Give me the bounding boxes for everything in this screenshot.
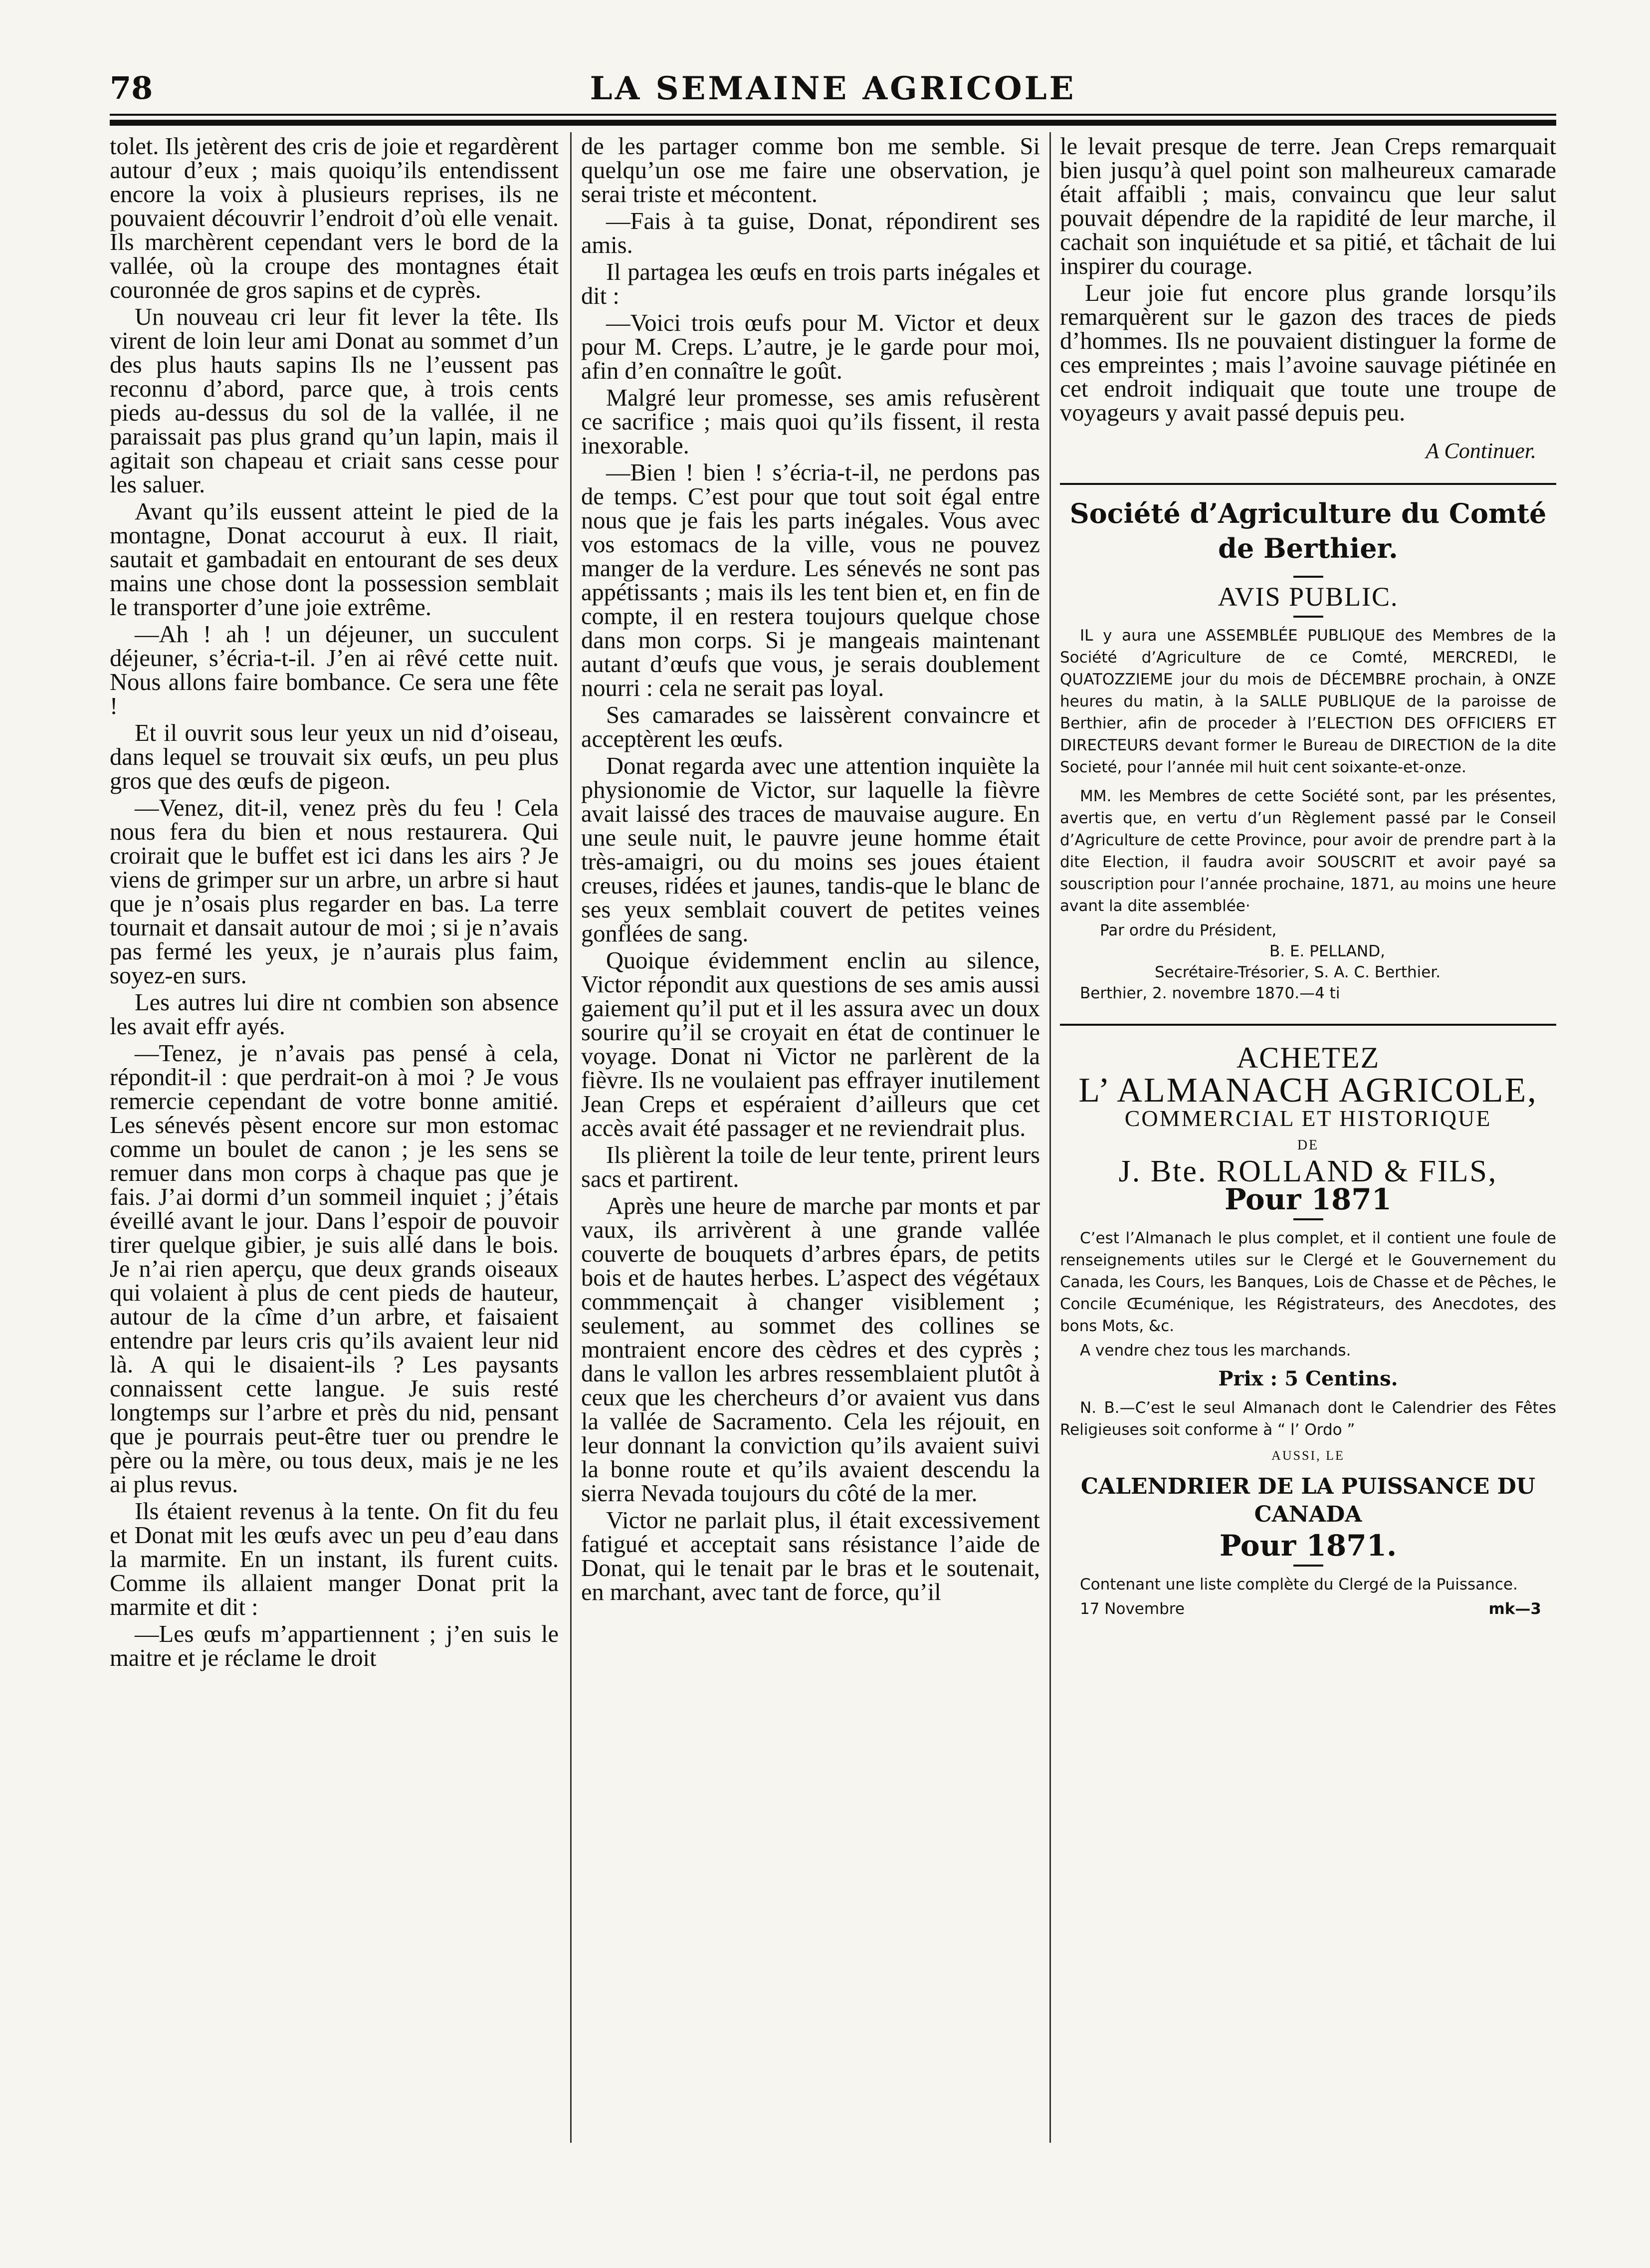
advert-footer-date: 17 Novembre bbox=[1080, 1600, 1185, 1618]
paragraph: tolet. Ils jetèrent des cris de joie et regardèrent autour d’eux ; mais quoiqu’ils entendissent encore la voix à plusieurs reprises, ils ne pouvaient découvrir l’endroit d’où elle venait. Ils marchèrent cependant vers le bord de la vallée, où la croupe des montagnes était couronnée de gros sapins et de cyprès. bbox=[110, 133, 559, 303]
advert-footer bbox=[1060, 1598, 1556, 1620]
paragraph: Un nouveau cri leur fit lever la tête. Ils virent de loin leur ami Donat au sommet d’un des plus hauts sapins Ils ne l’eussent pas reconnu d’abord, parce que, à trois cents pieds au-dessus du sol de la vallée, il ne paraissait pas plus grand qu’un lapin, mais il agitait son chapeau et criait sans cesse pour les saluer. bbox=[110, 304, 559, 498]
society-title: Société d’Agriculture du Comté de Berthier. bbox=[1069, 497, 1547, 564]
paragraph: Ses camarades se laissèrent convaincre et acceptèrent les œufs. bbox=[581, 702, 1040, 752]
notice-heading: AVIS PUBLIC. bbox=[1218, 582, 1399, 612]
paragraph: Victor ne parlait plus, il était excessivement fatigué et acceptait sans résistance l’aide de Donat, qui le tenait par le bras et le soutenait, en marchant, avec tant de force, qu’il bbox=[581, 1507, 1040, 1605]
page-header bbox=[110, 70, 1556, 105]
paragraph: Avant qu’ils eussent atteint le pied de la montagne, Donat accourut à eux. Il riait, sautait et gambadait en entourant de ses deux mains une chose dont la possession semblait le transporter d’une joie extrême. bbox=[110, 498, 559, 621]
notice-date: Berthier, 2. novembre 1870.—4 ti bbox=[1080, 984, 1340, 1002]
notice-paragraph: IL y aura une ASSEMBLÉE PUBLIQUE des Membres de la Société d’Agriculture de ce Comté, MERCREDI, le QUATOZZIEME jour du mois de DÉCEMBRE prochain, à ONZE heures du matin, à la SALLE PUBLIQUE de la paroisse de Berthier, afin de proceder à l’ELECTION DES OFFICIERS ET DIRECTEURS devant former le Bureau de DIRECTION de la dite Societé, pour l’année mil huit cent soixante-et-onze. bbox=[1060, 627, 1556, 776]
paragraph: Ils plièrent la toile de leur tente, prirent leurs sacs et partirent. bbox=[581, 1142, 1040, 1192]
column-3 bbox=[1060, 135, 1556, 1620]
paragraph: de les partager comme bon me semble. Si quelqu’un ose me faire une observation, je serai triste et mécontent. bbox=[581, 133, 1040, 208]
paragraph: Après une heure de marche par monts et par vaux, ils arrivèrent à une grande vallée couverte de bouquets d’arbres épars, de petits bois et de hautes herbes. L’aspect des végétaux commmençait à changer visiblement ; seulement, au sommet des collines se montraient encore des cèdres et des cyprès ; dans le vallon les arbres ressemblaient plutôt à ceux que les chercheurs d’or avaient vus dans la vallée de Sacramento. Cela les réjouit, en leur donnant la conviction qu’ils avaient suivi la bonne route et qu’ils avaient descendu la sierra Nevada toujours du côté de la mer. bbox=[581, 1193, 1040, 1507]
paragraph: Ils étaient revenus à la tente. On fit du feu et Donat mit les œufs avec un peu d’eau dans la marmite. En un instant, ils furent cuits. Comme ils allaient manger Donat prit la marmite et dit : bbox=[110, 1498, 559, 1620]
advert-price: Prix : 5 Centins. bbox=[1218, 1367, 1398, 1390]
short-rule bbox=[1293, 616, 1323, 618]
paragraph: Il partagea les œufs en trois parts inégales et dit : bbox=[581, 259, 1040, 309]
paragraph: —Venez, dit-il, venez près du feu ! Cela nous fera du bien et nous restaurera. Qui croirait que le buffet est ici dans les airs ? Je viens de grimper sur un arbre, un arbre si haut que je n’osais plus regarder en bas. La terre tournait et dansait autour de moi ; si je n’avais pas fermé les yeux, je n’aurais plus faim, soyez-en surs. bbox=[110, 795, 559, 989]
calendar-year: Pour 1871. bbox=[1219, 1529, 1397, 1563]
almanach-advert bbox=[1060, 1041, 1556, 1620]
advert-sale-note: A vendre chez tous les marchands. bbox=[1080, 1342, 1351, 1360]
notice-signer: B. E. PELLAND, bbox=[1269, 942, 1385, 960]
paragraph: Leur joie fut encore plus grande lorsqu’ils remarquèrent sur le gazon des traces de pieds d’hommes. Ils ne pouvaient distinguer la forme de ces empreintes ; mais l’avoine sauvage piétinée en cet endroit indiquait que toute une troupe de voyageurs y avait passé depuis peu. bbox=[1060, 280, 1556, 426]
advert-description: C’est l’Almanach le plus complet, et il contient une foule de renseignements utiles sur le Clergé et le Gouvernement du Canada, les Cours, les Banques, Lois de Chasse et de Pêches, le Concile Œcuménique, les Régistrateurs, des Anecdotes, des bons Mots, &c. bbox=[1060, 1229, 1556, 1335]
advert-heading: ACHETEZ bbox=[1236, 1041, 1380, 1074]
advert-footer-code: mk—3 bbox=[1488, 1600, 1541, 1618]
paragraph: —Voici trois œufs pour M. Victor et deux pour M. Creps. L’autre, je le garde pour moi, afin d’en connaître le goût. bbox=[581, 310, 1040, 384]
page-title: LA SEMAINE AGRICOLE bbox=[590, 70, 1076, 107]
paragraph: —Ah ! ah ! un déjeuner, un succulent déjeuner, s’écria-t-il. J’en ai rêvé cette nuit. Nous allons faire bombance. Ce sera une fête ! bbox=[110, 621, 559, 719]
header-rule-thin bbox=[110, 114, 1556, 116]
paragraph: Les autres lui dire nt combien son absence les avait effr ayés. bbox=[110, 989, 559, 1040]
advert-nb: N. B.—C’est le seul Almanach dont le Calendrier des Fêtes Religieuses soit conforme à “ l’ Ordo ” bbox=[1060, 1399, 1556, 1439]
short-rule bbox=[1293, 1565, 1323, 1567]
header-rule-thick bbox=[110, 120, 1556, 126]
advert-title: L’ ALMANACH AGRICOLE, bbox=[1078, 1071, 1538, 1110]
paragraph: Donat regarda avec une attention inquiète la physionomie de Victor, sur laquelle la fièvre avait laissé des traces de mauvaise augure. En une seule nuit, le pauvre jeune homme était très-amaigri, ou du moins ses joues étaient creuses, ridées et jaunes, tandis-que le blanc de ses yeux semblait couvert de petites veines gonflées de sang. bbox=[581, 753, 1040, 947]
column-2 bbox=[581, 135, 1040, 1607]
society-notice bbox=[1060, 496, 1556, 1004]
paragraph: —Bien ! bien ! s’écria-t-il, ne perdons pas de temps. C’est pour que tout soit égal entre nous que je fais les parts inégales. Vous avec vos estomacs de la ville, vous ne pouvez manger de la verdure. Les sénevés ne sont pas appétissants ; mais ils les tent bien et, en fin de compte, il en restera toujours quelque chose dans mon corps. Si je mangeais maintenant autant d’œufs que vous, je serais doublement nourri : cela ne serait pas loyal. bbox=[581, 459, 1040, 701]
paragraph: Quoique évidemment enclin au silence, Victor répondit aux questions de ses amis aussi gaiement qu’il put et il les assura avec un doux sourire qu’il se croyait en état de continuer le voyage. Donat ni Victor ne parlèrent de la fièvre. Ils ne voulaient pas effrayer inutilement Jean Creps et espéraient d’ailleurs que cet accès avait été passager et ne reviendrait plus. bbox=[581, 947, 1040, 1141]
column-1 bbox=[110, 135, 559, 1673]
paragraph: —Fais à ta guise, Donat, répondirent ses amis. bbox=[581, 208, 1040, 258]
notice-order: Par ordre du Président, bbox=[1100, 921, 1277, 939]
paragraph: —Tenez, je n’avais pas pensé à cela, répondit-il : que perdrait-on à moi ? Je vous remercie cependant de votre bonne amitié. Les sénevés pèsent encore sur mon estomac comme un boulet de canon ; je les sens se remuer dans mon corps à chaque pas que je fais. J’ai dormi d’un sommeil inquiet ; j’étais éveillé avant le jour. Dans l’espoir de pouvoir tirer quelque gibier, je suis allé dans le bois. Je n’ai rien aperçu, que deux grands oiseaux qui volaient à plus de cent pieds de hauteur, autour de la cîme d’un arbre, et faisaient entendre par leurs cris qu’ils avaient leur nid là. A qui le disaient-ils ? Les paysants connaissent cette langue. Je suis resté longtemps sur l’arbre et près du nid, pensant que je pourrais peut-être tuer ou prendre le père ou la mère, ou tous deux, mais je ne les ai plus revus. bbox=[110, 1040, 559, 1498]
advert-publisher: J. Bte. ROLLAND & FILS, bbox=[1118, 1154, 1498, 1188]
short-rule bbox=[1293, 1218, 1323, 1220]
short-rule bbox=[1293, 576, 1323, 578]
column-divider bbox=[570, 132, 572, 2143]
advert-aussi: AUSSI, LE bbox=[1271, 1448, 1345, 1463]
paragraph: Malgré leur promesse, ses amis refusèrent ce sacrifice ; mais quoi qu’ils fissent, il resta inexorable. bbox=[581, 385, 1040, 459]
advert-year: Pour 1871 bbox=[1224, 1182, 1392, 1216]
advert-de: DE bbox=[1297, 1137, 1319, 1153]
page-number: 78 bbox=[110, 70, 153, 106]
calendar-description: Contenant une liste complète du Clergé de la Puissance. bbox=[1080, 1576, 1518, 1593]
advert-subtitle: COMMERCIAL ET HISTORIQUE bbox=[1124, 1106, 1492, 1131]
section-rule bbox=[1060, 1024, 1556, 1026]
paragraph: le levait presque de terre. Jean Creps remarquait bien jusqu’à quel point son malheureux camarade était affaibli ; mais, convaincu que leur salut pouvait dépendre de la rapidité de leur marche, il cachait son inquiétude et sa pitié, et tâchait de lui inspirer du courage. bbox=[1060, 133, 1556, 279]
paragraph: Et il ouvrit sous leur yeux un nid d’oiseau, dans lequel se trouvait six œufs, un peu plus gros que des œufs de pigeon. bbox=[110, 720, 559, 794]
notice-role: Secrétaire-Trésorier, S. A. C. Berthier. bbox=[1155, 963, 1441, 981]
paragraph: —Les œufs m’appartiennent ; j’en suis le maitre et je réclame le droit bbox=[110, 1621, 559, 1671]
calendar-title: CALENDRIER DE LA PUISSANCE DU CANADA bbox=[1080, 1474, 1536, 1527]
column-divider bbox=[1049, 132, 1051, 2143]
notice-paragraph: MM. les Membres de cette Société sont, par les présentes, avertis que, en vertu d’un Règlement passé par le Conseil d’Agriculture de cette Province, pour avoir de prendre part à la dite Election, il faudra avoir SOUSCRIT et avoir payé sa souscription pour l’année prochaine, 1871, au moins une heure avant la dite assemblée· bbox=[1060, 787, 1556, 915]
to-be-continued: A Continuer. bbox=[1426, 439, 1536, 463]
section-rule bbox=[1060, 483, 1556, 485]
